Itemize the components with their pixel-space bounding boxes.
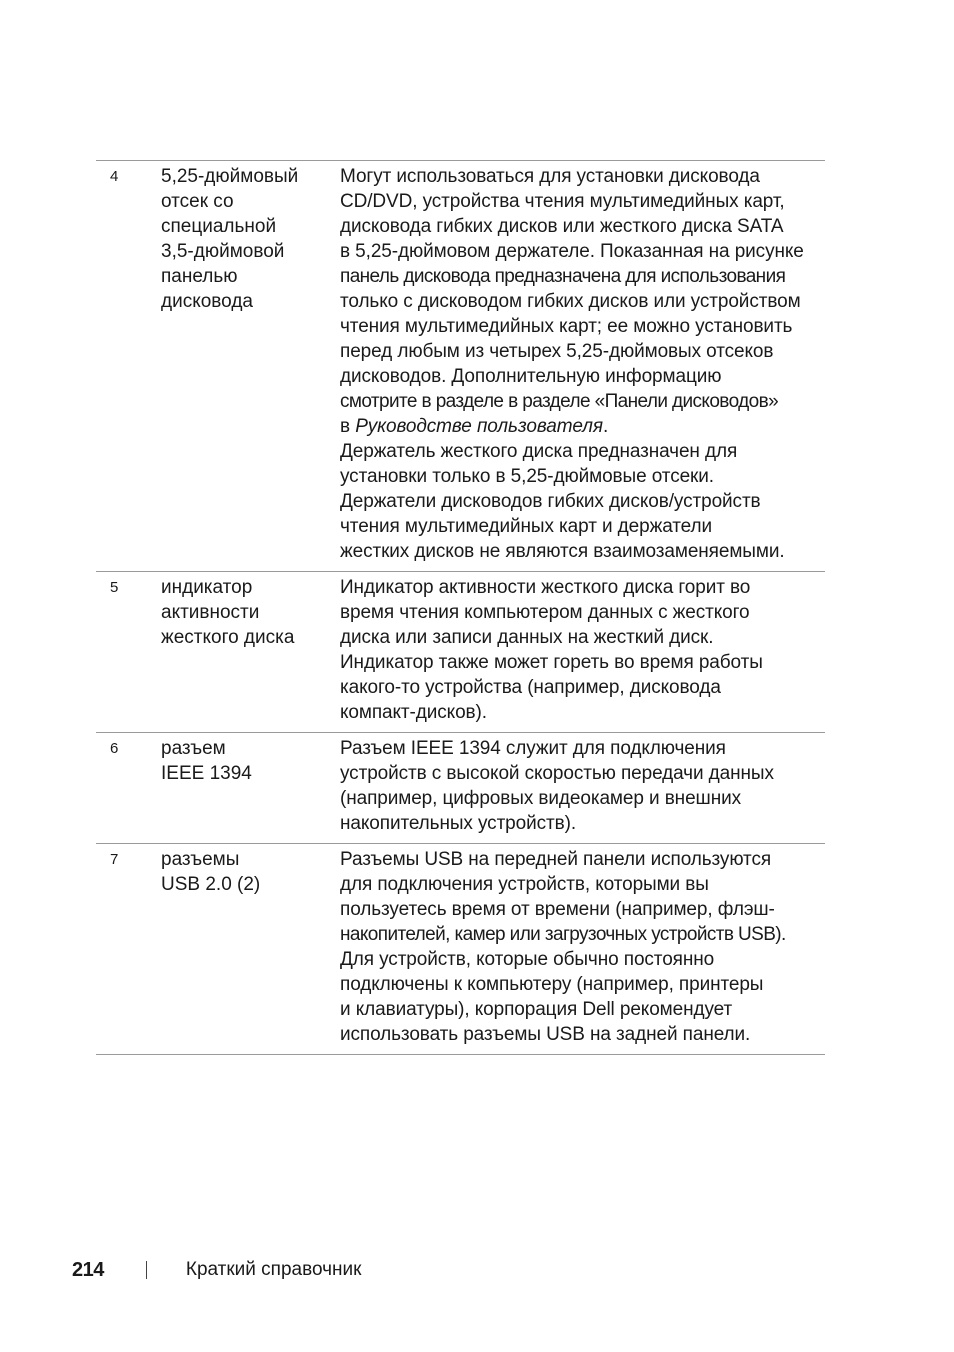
description-line: в 5,25-дюймовом держателе. Показанная на рисунке <box>340 241 804 262</box>
description-line: CD/DVD, устройства чтения мультимедийных карт, <box>340 191 785 212</box>
table-row <box>96 572 825 733</box>
description-line: только с дисководом гибких дисков или устройством <box>340 291 801 312</box>
description-line: смотрите в разделе в разделе «Панели дисководов» <box>340 391 779 412</box>
description-line: для подключения устройств, которыми вы <box>340 874 709 895</box>
description-line: и клавиатуры), корпорация Dell рекомендует <box>340 999 733 1020</box>
table-row <box>96 733 825 844</box>
description-line: накопителей, камер или загрузочных устройств USB). <box>340 924 786 945</box>
description-line: установки только в 5,25-дюймовые отсеки. <box>340 466 714 487</box>
description-line: Индикатор также может гореть во время работы <box>340 652 763 673</box>
item-name-line: разъем <box>161 738 226 759</box>
description-line: диска или записи данных на жесткий диск. <box>340 627 714 648</box>
page-number: 214 <box>72 1258 104 1281</box>
guide-title: Руководстве пользователя <box>355 416 603 437</box>
item-number: 4 <box>110 168 119 185</box>
item-description <box>340 847 825 1047</box>
description-line: Держатель жесткого диска предназначен для <box>340 441 738 462</box>
description-line: время чтения компьютером данных с жесткого <box>340 602 750 623</box>
item-name <box>161 164 340 564</box>
description-line: какого-то устройства (например, дисковода <box>340 677 721 698</box>
item-name-line: IEEE 1394 <box>161 763 252 784</box>
spec-table <box>96 160 825 1055</box>
description-line: Разъемы USB на передней панели используются <box>340 849 772 870</box>
description-line: жестких дисков не являются взаимозаменяемыми. <box>340 541 785 562</box>
description-line: (например, цифровых видеокамер и внешних <box>340 788 741 809</box>
item-name-line: специальной <box>161 216 277 237</box>
item-name-line: индикатор <box>161 577 253 598</box>
item-number: 7 <box>110 851 119 868</box>
item-description <box>340 164 825 564</box>
item-name <box>161 847 340 1047</box>
item-description <box>340 575 825 725</box>
description-line: дисководов. Дополнительную информацию <box>340 366 722 387</box>
description-line: Разъем IEEE 1394 служит для подключения <box>340 738 726 759</box>
description-line: чтения мультимедийных карт; ее можно установить <box>340 316 793 337</box>
item-name-line: USB 2.0 (2) <box>161 874 261 895</box>
section-title: Краткий справочник <box>185 1259 362 1280</box>
description-line: использовать разъемы USB на задней панели. <box>340 1024 751 1045</box>
item-number: 5 <box>110 579 119 596</box>
item-name-line: активности <box>161 602 260 623</box>
page-footer <box>72 1256 361 1284</box>
description-line: Могут использоваться для установки дисковода <box>340 166 760 187</box>
description-line: пользуетесь время от времени (например, флэш- <box>340 899 775 920</box>
item-name-line: жесткого диска <box>161 627 295 648</box>
item-name-line: дисковода <box>161 291 253 312</box>
item-number: 6 <box>110 740 119 757</box>
description-line: накопительных устройств). <box>340 813 577 834</box>
footer-divider <box>146 1261 147 1279</box>
description-line: чтения мультимедийных карт и держатели <box>340 516 712 537</box>
table-row <box>96 161 825 572</box>
item-description <box>340 736 825 836</box>
item-name-line: разъемы <box>161 849 240 870</box>
description-line: Для устройств, которые обычно постоянно <box>340 949 715 970</box>
description-line: подключены к компьютеру (например, принтеры <box>340 974 764 995</box>
item-name-line: 3,5-дюймовой <box>161 241 285 262</box>
description-line: Индикатор активности жесткого диска горит во <box>340 577 751 598</box>
description-line: дисковода гибких дисков или жесткого диска SATA <box>340 216 784 237</box>
item-name-line: панелью <box>161 266 238 287</box>
item-name-line: отсек со <box>161 191 234 212</box>
item-name <box>161 575 340 725</box>
description-line: Держатели дисководов гибких дисков/устройств <box>340 491 761 512</box>
table-row <box>96 844 825 1055</box>
description-line: устройств с высокой скоростью передачи данных <box>340 763 774 784</box>
description-line: компакт-дисков). <box>340 702 487 723</box>
description-line: перед любым из четырех 5,25-дюймовых отсеков <box>340 341 774 362</box>
item-name <box>161 736 340 836</box>
description-text: . <box>602 416 609 437</box>
description-line <box>340 414 825 439</box>
description-line: панель дисковода предназначена для использования <box>340 266 786 287</box>
description-text: в <box>340 416 356 437</box>
item-name-line: 5,25-дюймовый <box>161 166 299 187</box>
